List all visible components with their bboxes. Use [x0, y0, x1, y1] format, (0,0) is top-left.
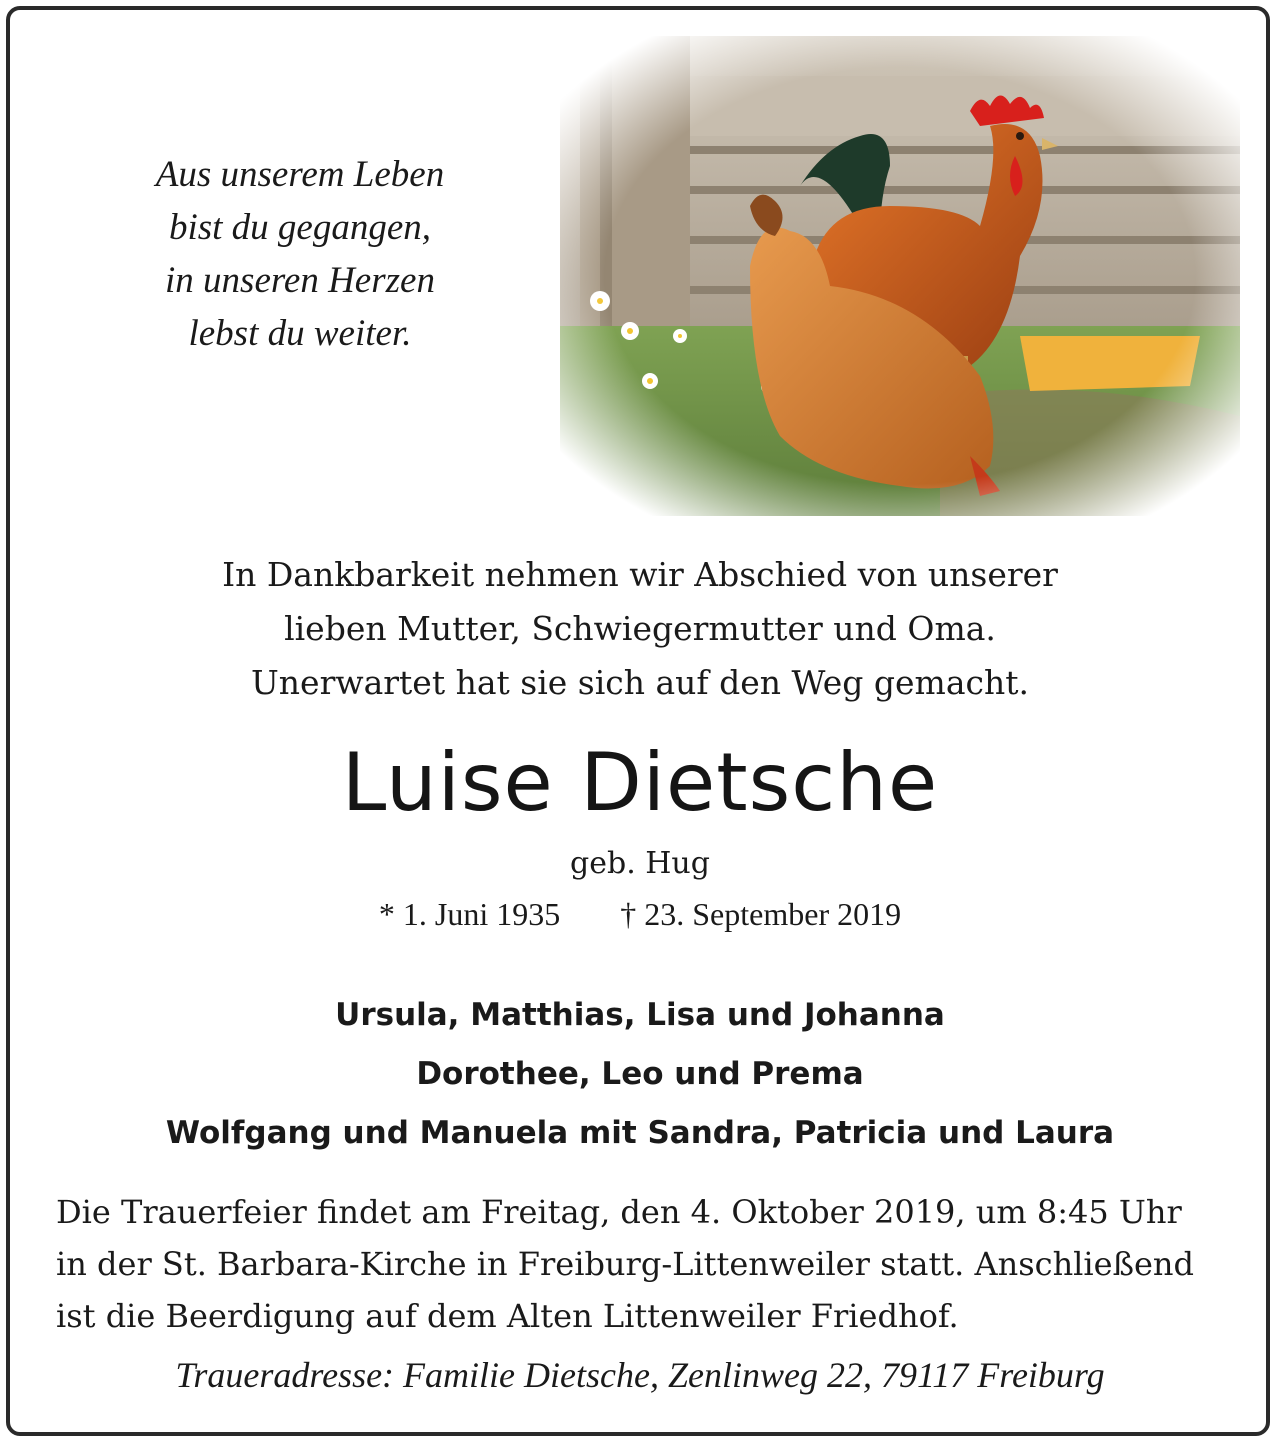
life-dates: [240, 892, 1040, 936]
intro-line: lieben Mutter, Schwiegermutter und Oma.: [284, 609, 996, 648]
intro-line: Unerwartet hat sie sich auf den Weg gemacht.: [250, 663, 1029, 702]
mourners-list: [90, 986, 1190, 1163]
intro-line: In Dankbarkeit nehmen wir Abschied von unserer: [222, 555, 1058, 594]
service-line: Die Trauerfeier findet am Freitag, den 4. Oktober 2019, um 8:45 Uhr: [56, 1193, 1182, 1231]
death-date: † 23. September 2019: [620, 896, 902, 932]
poem-line: lebst du weiter.: [188, 313, 412, 354]
deceased-name: Luise Dietsche: [341, 736, 939, 829]
memorial-poem: [90, 148, 510, 360]
poem-line: Aus unserem Leben: [155, 154, 445, 195]
mourning-address: Traueradresse: Familie Dietsche, Zenlinweg 22, 79117 Freiburg: [175, 1355, 1105, 1395]
born-name: geb. Hug: [570, 846, 710, 881]
funeral-service-info: [56, 1186, 1246, 1342]
poem-line: in unseren Herzen: [165, 260, 435, 301]
rooster-and-hen-photo: [560, 36, 1240, 516]
service-line: in der St. Barbara-Kirche in Freiburg-Littenweiler statt. Anschließend: [56, 1245, 1194, 1283]
birth-date: * 1. Juni 1935: [378, 896, 561, 932]
mourners-line: Dorothee, Leo und Prema: [416, 1056, 864, 1092]
service-line: ist die Beerdigung auf dem Alten Littenweiler Friedhof.: [56, 1297, 959, 1335]
mourners-line: Ursula, Matthias, Lisa und Johanna: [335, 997, 945, 1033]
intro-text: [140, 548, 1140, 710]
poem-line: bist du gegangen,: [168, 207, 432, 248]
mourners-line: Wolfgang und Manuela mit Sandra, Patricia und Laura: [165, 1115, 1115, 1151]
